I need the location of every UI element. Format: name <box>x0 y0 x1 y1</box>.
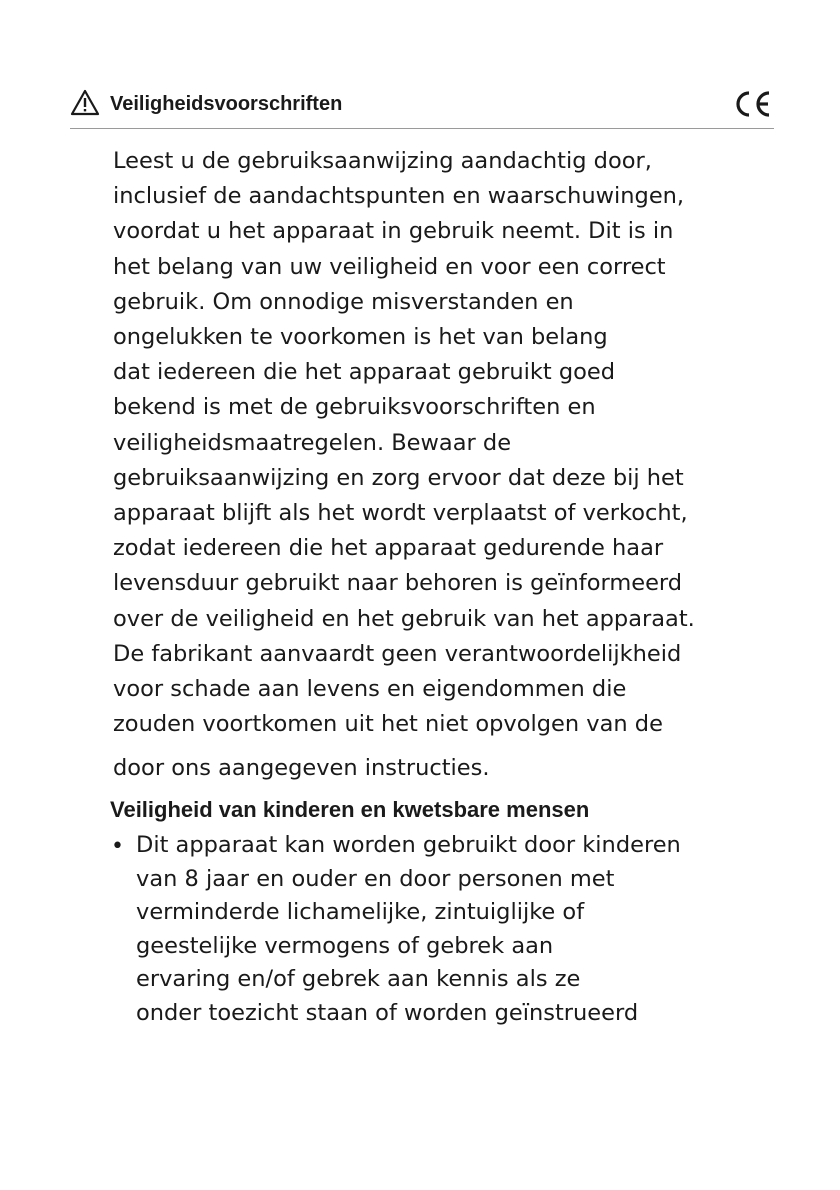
paragraph-line: dat iedereen die het apparaat gebruikt goed <box>113 359 616 386</box>
bullet-line: van 8 jaar en ouder en door personen met <box>136 865 615 892</box>
section-title: Veiligheidsvoorschriften <box>110 93 343 115</box>
ce-mark-icon <box>732 89 772 119</box>
paragraph-line: De fabrikant aanvaardt geen verantwoordelijkheid <box>113 640 682 667</box>
paragraph-line: apparaat blijft als het wordt verplaatst of verkocht, <box>113 500 688 527</box>
paragraph-line: voor schade aan levens en eigendommen die <box>113 676 627 703</box>
paragraph-line: zodat iedereen die het apparaat gedurende haar <box>113 535 664 562</box>
paragraph-line: bekend is met de gebruiksvoorschriften en <box>113 394 596 421</box>
paragraph-line: Leest u de gebruiksaanwijzing aandachtig door, <box>113 148 652 174</box>
bullet-icon: • <box>111 834 124 859</box>
paragraph-line: over de veiligheid en het gebruik van het apparaat. <box>113 605 695 632</box>
paragraph-line: inclusief de aandachtspunten en waarschuwingen, <box>113 183 685 210</box>
paragraph-line: veiligheidsmaatregelen. Bewaar de <box>113 429 512 456</box>
subsection-heading: Veiligheid van kinderen en kwetsbare mensen <box>110 797 590 822</box>
bullet-line: verminderde lichamelijke, zintuiglijke of <box>136 899 585 925</box>
bullet-line: ervaring en/of gebrek aan kennis als ze <box>136 966 581 992</box>
intro-paragraph <box>113 144 753 787</box>
paragraph-line: voordat u het apparaat in gebruik neemt. Dit is in <box>113 218 674 245</box>
bullet-line: Dit apparaat kan worden gebruikt door kinderen <box>136 832 681 858</box>
warning-triangle-icon <box>70 89 100 116</box>
bullet-item <box>136 829 756 1030</box>
bullet-line: onder toezicht staan of worden geïnstrueerd <box>136 999 639 1026</box>
paragraph-line: zouden voortkomen uit het niet opvolgen van de <box>113 711 663 738</box>
paragraph-line: het belang van uw veiligheid en voor een correct <box>113 253 666 280</box>
page-header <box>70 86 774 129</box>
paragraph-line: ongelukken te voorkomen is het van belang <box>113 324 608 351</box>
paragraph-line: gebruik. Om onnodige misverstanden en <box>113 288 574 315</box>
paragraph-line: door ons aangegeven instructies. <box>113 755 490 782</box>
paragraph-line: levensduur gebruikt naar behoren is geïnformeerd <box>113 570 683 597</box>
bullet-line: geestelijke vermogens of gebrek aan <box>136 932 554 959</box>
paragraph-line: gebruiksaanwijzing en zorg ervoor dat deze bij het <box>113 464 684 491</box>
